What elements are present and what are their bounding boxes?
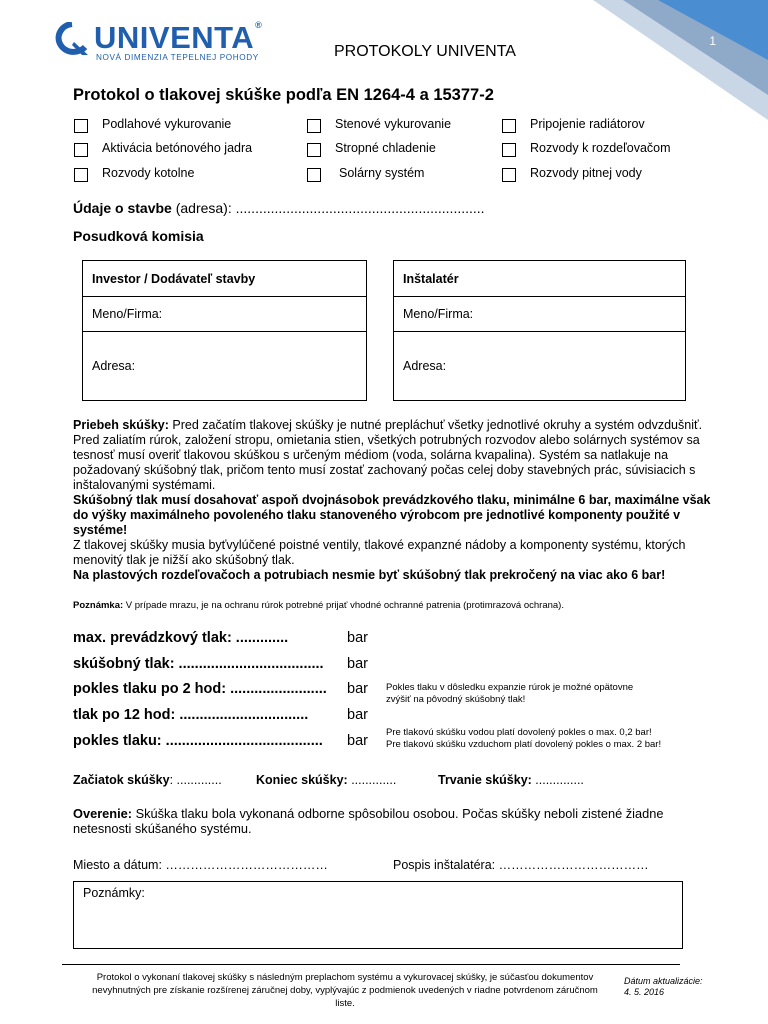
test-pressure-field[interactable]: skúšobný tlak: ....................................: [73, 656, 324, 672]
installer-signature-field[interactable]: Pospis inštalatéra: ………………………………: [393, 858, 649, 872]
investor-header: Investor / Dodávateľ stavby: [83, 261, 366, 297]
investor-box: [82, 260, 367, 401]
checkbox-label: Stenové vykurovanie: [335, 117, 452, 131]
allowed-drop-note: Pre tlakovú skúšku vodou platí dovolený pokles o max. 0,2 bar! Pre tlakovú skúšku vzduchom platí dovolený pokles o max. 2 bar!: [386, 727, 662, 750]
page-title: Protokol o tlakovej skúške podľa EN 1264-4 a 15377-2: [73, 86, 494, 104]
verification-text: Overenie: Skúška tlaku bola vykonaná odborne spôsobilou osobou. Počas skúšky neboli zistené žiadne netesnosti skúšaného systému.: [73, 806, 664, 836]
test-start-field[interactable]: Začiatok skúšky: .............: [73, 773, 222, 787]
notes-label: Poznámky:: [83, 886, 145, 900]
max-operating-pressure-field[interactable]: max. prevádzkový tlak: .............: [73, 630, 289, 646]
pressure-drop-field[interactable]: pokles tlaku: .......................................: [73, 733, 323, 749]
checkbox-label: Podlahové vykurovanie: [102, 117, 232, 131]
checkbox-concrete-core[interactable]: [74, 143, 88, 157]
unit-label: bar: [347, 707, 368, 723]
checkbox-floor-heating[interactable]: [74, 119, 88, 133]
footer-date: Dátum aktualizácie: 4. 5. 2016: [624, 976, 703, 997]
page-number: 1: [709, 34, 716, 48]
checkbox-radiator-connection[interactable]: [502, 119, 516, 133]
frost-note: Poznámka: V prípade mrazu, je na ochranu rúrok potrebné prijať vhodné ochranné patrenia (protimrazová ochrana).: [73, 600, 564, 611]
checkbox-wall-heating[interactable]: [307, 119, 321, 133]
pressure-12h-field[interactable]: tlak po 12 hod: ................................: [73, 707, 309, 723]
installer-name-field[interactable]: Meno/Firma:: [394, 297, 685, 332]
checkbox-label: Stropné chladenie: [335, 141, 436, 155]
checkbox-label: Solárny systém: [339, 166, 425, 180]
procedure-text: Priebeh skúšky: Pred začatím tlakovej skúšky je nutné prepláchuť všetky jednotlivé okruhy a systém odvzdušniť. Pred zaliatím rúrok, založení stropu, omietania stien, všetkých potrubných rozvodov alebo solárnych systémov sa tesnosť musí overiť tlakovou skúškou s určeným médiom (voda, solárna kvapalina). Systém sa natlakuje na požadovaný skúšobný tlak, pričom tento musí zostať zachovaný počas celej doby stavebných prác, súvisiacich s inštalovanými systémami. Skúšobný tlak musí dosahovať aspoň dvojnásobok prevádzkového tlaku, minimálne 6 bar, maximálne však do výšky maximálneho povoleného tlaku stanoveného výrobcom pre jednotlivé komponenty použité v systéme! Z tlakovej skúšky musia byťvylúčené poistné ventily, tlakové expanzné nádoby a komponenty systému, ktorých menovitý tlak je nižší ako skúšobný tlak. Na plastových rozdeľovačoch a potrubiach nesmie byť skúšobný tlak prekročený na viac ako 6 bar!: [73, 418, 711, 582]
test-end-field[interactable]: Koniec skúšky: .............: [256, 773, 397, 787]
checkbox-boiler-room[interactable]: [74, 168, 88, 182]
pressure-drop-2h-field[interactable]: pokles tlaku po 2 hod: ........................: [73, 681, 327, 697]
installer-address-field[interactable]: Adresa:: [403, 359, 447, 373]
unit-label: bar: [347, 656, 368, 672]
checkbox-label: Rozvody k rozdeľovačom: [530, 141, 671, 155]
corner-decoration: [593, 0, 768, 120]
commission-title: Posudková komisia: [73, 228, 204, 244]
place-date-field[interactable]: Miesto a dátum: …………………………………: [73, 858, 328, 872]
investor-address-field[interactable]: Adresa:: [92, 359, 136, 373]
checkbox-label: Pripojenie radiátorov: [530, 117, 645, 131]
header-title: PROTOKOLY UNIVENTA: [334, 43, 516, 60]
installer-box: [393, 260, 686, 401]
installer-header: Inštalatér: [394, 261, 685, 297]
checkbox-label: Rozvody pitnej vody: [530, 166, 642, 180]
checkbox-drinking-water[interactable]: [502, 168, 516, 182]
investor-name-field[interactable]: Meno/Firma:: [83, 297, 366, 332]
checkbox-label: Aktivácia betónového jadra: [102, 141, 253, 155]
notes-box[interactable]: [73, 881, 683, 949]
expansion-note: Pokles tlaku v dôsledku expanzie rúrok je možné opätovne zvýšiť na pôvodný skúšobný tlak!: [386, 682, 634, 705]
footer-divider: [62, 964, 680, 965]
unit-label: bar: [347, 733, 368, 749]
checkbox-ceiling-cooling[interactable]: [307, 143, 321, 157]
logo-tagline: NOVÁ DIMENZIA TEPELNEJ POHODY: [96, 53, 259, 62]
footer-text: Protokol o vykonaní tlakovej skúšky s následným preplachom systému a vykurovacej skúšky, je súčasťou dokumentov nevyhnutných pre získanie rozšírenej záručnej doby, vyplývajúc z podmienok uvedených v riadne potvrdenom záručnom liste.: [92, 972, 598, 1009]
building-address-field[interactable]: Údaje o stavbe (adresa): ................................................................: [73, 200, 485, 216]
checkbox-label: Rozvody kotolne: [102, 166, 195, 180]
unit-label: bar: [347, 681, 368, 697]
logo-wordmark: UNIVENTA®: [94, 20, 263, 55]
univenta-logo-icon: [52, 22, 92, 56]
checkbox-manifold-lines[interactable]: [502, 143, 516, 157]
test-duration-field[interactable]: Trvanie skúšky: ..............: [438, 773, 584, 787]
unit-label: bar: [347, 630, 368, 646]
checkbox-solar-system[interactable]: [307, 168, 321, 182]
